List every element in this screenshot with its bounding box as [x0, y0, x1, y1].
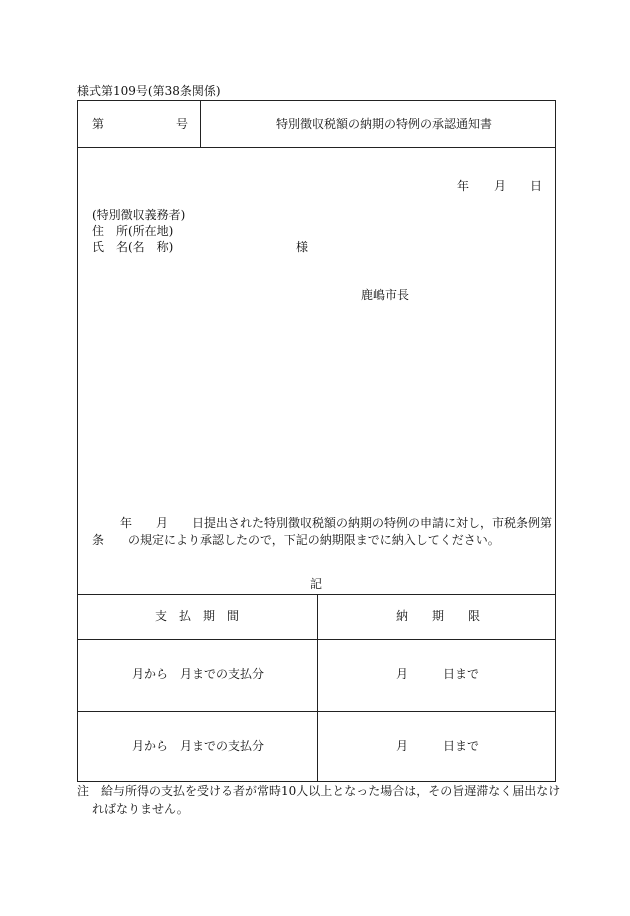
row2-deadline-month: 月	[396, 739, 409, 753]
row2-deadline-day: 日まで	[443, 739, 480, 753]
honorific: 様	[296, 240, 309, 254]
number-prefix: 第	[92, 117, 105, 131]
header-divider	[78, 147, 555, 148]
recipient-role: (特別徴収義務者)	[92, 208, 186, 222]
body-line-2: 条 の規定により承認したので，下記の納期限までに納入してください。	[92, 533, 500, 547]
number-suffix: 号	[176, 117, 189, 131]
table-column-divider	[317, 594, 318, 782]
note-line-1: 注 給与所得の支払を受ける者が常時10人以上となった場合は，その旨遅滞なく届出なけ	[77, 784, 561, 798]
form-number: 様式第109号(第38条関係)	[77, 84, 221, 98]
name-label: 氏 名(名 称)	[92, 240, 174, 254]
row1-period: 月から 月までの支払分	[132, 667, 265, 681]
date-day: 日	[530, 179, 543, 193]
address-label: 住 所(所在地)	[92, 224, 174, 238]
issuer: 鹿嶋市長	[361, 288, 410, 302]
header-vertical-divider	[200, 101, 201, 147]
date-year: 年	[457, 179, 470, 193]
date-month: 月	[494, 179, 507, 193]
header-deadline: 納 期 限	[396, 609, 481, 623]
row1-deadline-day: 日まで	[443, 667, 480, 681]
header-payment-period: 支 払 期 間	[155, 609, 240, 623]
body-line-1: 年 月 日提出された特別徴収税額の納期の特例の申請に対し，市税条例第	[120, 516, 553, 530]
row1-deadline-month: 月	[396, 667, 409, 681]
note-line-2: ればなりません。	[92, 802, 189, 816]
row2-period: 月から 月までの支払分	[132, 739, 265, 753]
document-title: 特別徴収税額の納期の特例の承認通知書	[276, 117, 493, 131]
ki-label: 記	[310, 577, 323, 591]
